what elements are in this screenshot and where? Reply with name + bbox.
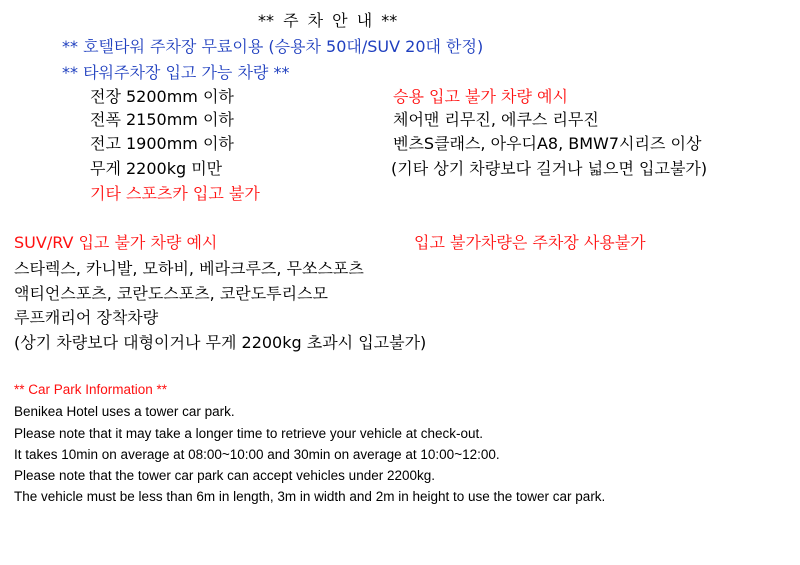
sedan-examples-heading: 승용 입고 불가 차량 예시 — [393, 87, 568, 106]
suv-example-item: 루프캐리어 장착차량 — [14, 308, 159, 327]
english-line: The vehicle must be less than 6m in length, 3m in width and 2m in height to use the tower car park. — [14, 489, 606, 504]
suv-example-item: (상기 차량보다 대형이거나 무게 2200kg 초과시 입고불가) — [14, 333, 427, 352]
limit-height: 전고 1900mm 이하 — [90, 134, 234, 153]
intro-free-parking: ** 호텔타워 주차장 무료이용 (승용차 50대/SUV 20대 한정) — [62, 37, 484, 56]
sports-car-note: 기타 스포츠카 입고 불가 — [90, 184, 260, 203]
sedan-example-item: 벤츠S클래스, 아우디A8, BMW7시리즈 이상 — [393, 134, 702, 153]
limit-width: 전폭 2150mm 이하 — [90, 110, 234, 129]
suv-not-allowed-note: 입고 불가차량은 주차장 사용불가 — [414, 233, 646, 252]
limit-length: 전장 5200mm 이하 — [90, 87, 234, 106]
intro-allowed-vehicles: ** 타워주차장 입고 가능 차량 ** — [62, 63, 290, 82]
page-title: ** 주 차 안 내 ** — [258, 11, 398, 30]
suv-example-item: 액티언스포츠, 코란도스포츠, 코란도투리스모 — [14, 284, 329, 303]
english-line: Please note that it may take a longer time to retrieve your vehicle at check-out. — [14, 426, 483, 441]
english-heading: ** Car Park Information ** — [14, 382, 168, 397]
sedan-example-item: 체어맨 리무진, 에쿠스 리무진 — [393, 110, 599, 129]
english-line: Benikea Hotel uses a tower car park. — [14, 404, 235, 419]
suv-example-item: 스타렉스, 카니발, 모하비, 베라크루즈, 무쏘스포츠 — [14, 259, 364, 278]
limit-weight: 무게 2200kg 미만 — [90, 159, 223, 178]
sedan-example-item: (기타 상기 차량보다 길거나 넓으면 입고불가) — [391, 159, 708, 178]
suv-examples-heading: SUV/RV 입고 불가 차량 예시 — [14, 233, 218, 252]
english-line: It takes 10min on average at 08:00~10:00 and 30min on average at 10:00~12:00. — [14, 447, 500, 462]
english-line: Please note that the tower car park can accept vehicles under 2200kg. — [14, 468, 436, 483]
